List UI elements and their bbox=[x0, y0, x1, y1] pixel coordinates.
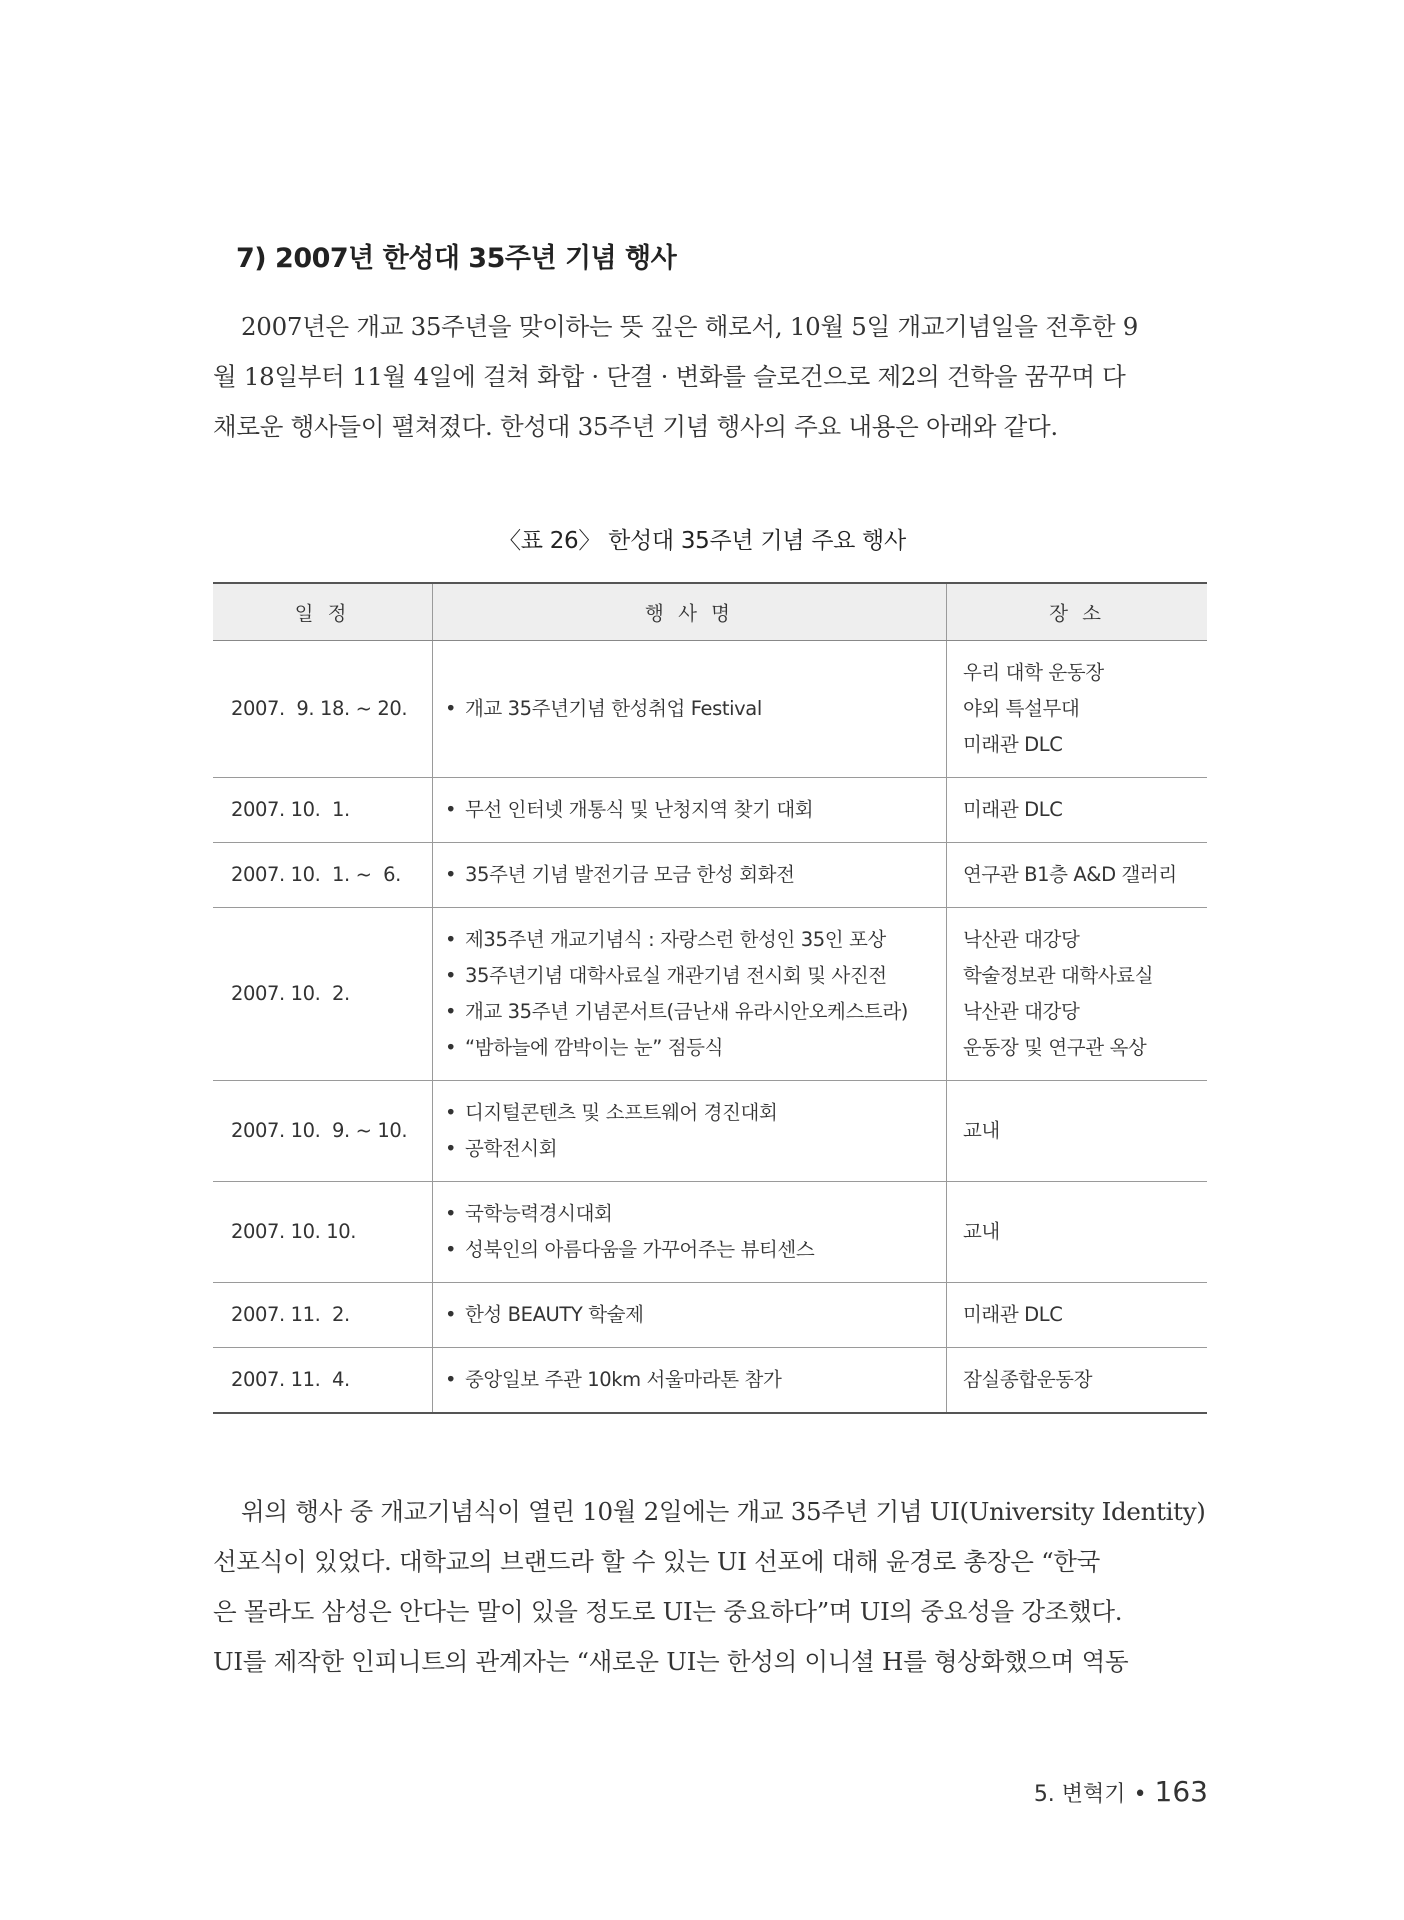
place-item: 연구관 B1층 A&D 갤러리 bbox=[963, 863, 1177, 886]
event-places bbox=[947, 1283, 1208, 1348]
events-table bbox=[213, 582, 1207, 1414]
event-names bbox=[433, 778, 947, 843]
event-date: 2007. 10. 1. bbox=[213, 778, 433, 843]
place-item: 잠실종합운동장 bbox=[963, 1368, 1093, 1391]
event-places bbox=[947, 778, 1208, 843]
event-places bbox=[947, 641, 1208, 778]
place-item: 교내 bbox=[963, 1220, 1000, 1243]
intro-line: 2007년은 개교 35주년을 맞이하는 뜻 깊은 해로서, 10월 5일 개교기념일을 전후한 9 bbox=[241, 312, 1139, 341]
event-names bbox=[433, 908, 947, 1081]
event-item: • 제35주년 개교기념식 : 자랑스런 한성인 35인 포상 bbox=[445, 922, 945, 958]
event-date: 2007. 9. 18. ~ 20. bbox=[213, 641, 433, 778]
table-row bbox=[213, 843, 1207, 908]
place-item: 우리 대학 운동장 bbox=[963, 661, 1104, 684]
place-item: 미래관 DLC bbox=[963, 798, 1063, 821]
header-date: 일 정 bbox=[213, 583, 433, 641]
event-places bbox=[947, 1348, 1208, 1414]
event-names bbox=[433, 641, 947, 778]
event-date: 2007. 10. 9. ~ 10. bbox=[213, 1081, 433, 1182]
place-item: 낙산관 대강당 bbox=[963, 1000, 1080, 1023]
event-names bbox=[433, 1283, 947, 1348]
event-date: 2007. 11. 4. bbox=[213, 1348, 433, 1414]
closing-line: UI를 제작한 인피니트의 관계자는 “새로운 UI는 한성의 이니셜 H를 형상화했으며 역동 bbox=[213, 1647, 1129, 1676]
event-item: • 성북인의 아름다움을 가꾸어주는 뷰티센스 bbox=[445, 1232, 945, 1268]
page-footer bbox=[1034, 1775, 1208, 1808]
chapter-label: 5. 변혁기 bbox=[1033, 1782, 1126, 1807]
table-row bbox=[213, 1081, 1207, 1182]
event-item: • 무선 인터넷 개통식 및 난청지역 찾기 대회 bbox=[445, 792, 945, 828]
intro-line: 월 18일부터 11월 4일에 걸쳐 화합 · 단결 · 변화를 슬로건으로 제2의 건학을 꿈꾸며 다 bbox=[213, 362, 1126, 391]
header-event-name: 행 사 명 bbox=[433, 583, 947, 641]
event-item: • 국학능력경시대회 bbox=[445, 1196, 945, 1232]
header-place: 장 소 bbox=[947, 583, 1208, 641]
event-item: • 공학전시회 bbox=[445, 1131, 945, 1167]
table-row bbox=[213, 1283, 1207, 1348]
table-header-row bbox=[213, 583, 1207, 641]
place-item: 미래관 DLC bbox=[963, 733, 1063, 756]
closing-line: 은 몰라도 삼성은 안다는 말이 있을 정도로 UI는 중요하다”며 UI의 중요성을 강조했다. bbox=[213, 1597, 1123, 1626]
place-item: 교내 bbox=[963, 1119, 1000, 1142]
event-places bbox=[947, 908, 1208, 1081]
event-date: 2007. 10. 10. bbox=[213, 1182, 433, 1283]
page-number: 163 bbox=[1154, 1775, 1208, 1808]
event-item: • 35주년 기념 발전기금 모금 한성 회화전 bbox=[445, 857, 945, 893]
event-date: 2007. 10. 1. ~ 6. bbox=[213, 843, 433, 908]
event-date: 2007. 10. 2. bbox=[213, 908, 433, 1081]
event-item: • 개교 35주년 기념콘서트(금난새 유라시안오케스트라) bbox=[445, 994, 945, 1030]
event-item: • 개교 35주년기념 한성취업 Festival bbox=[445, 691, 945, 727]
closing-paragraph bbox=[213, 1487, 1207, 1687]
closing-line: 선포식이 있었다. 대학교의 브랜드라 할 수 있는 UI 선포에 대해 윤경로 총장은 “한국 bbox=[213, 1547, 1101, 1576]
table-row bbox=[213, 778, 1207, 843]
event-item: • 한성 BEAUTY 학술제 bbox=[445, 1297, 945, 1333]
event-places bbox=[947, 843, 1208, 908]
event-item: • 중앙일보 주관 10km 서울마라톤 참가 bbox=[445, 1362, 945, 1398]
closing-line: 위의 행사 중 개교기념식이 열린 10월 2일에는 개교 35주년 기념 UI(University Identity) bbox=[241, 1497, 1206, 1526]
place-item: 야외 특설무대 bbox=[963, 697, 1080, 720]
place-item: 미래관 DLC bbox=[963, 1303, 1063, 1326]
place-item: 학술정보관 대학사료실 bbox=[963, 964, 1154, 987]
table-row bbox=[213, 641, 1207, 778]
event-item: • “밤하늘에 깜박이는 눈” 점등식 bbox=[445, 1030, 945, 1066]
event-names bbox=[433, 1182, 947, 1283]
table-caption: 〈표 26〉 한성대 35주년 기념 주요 행사 bbox=[498, 528, 906, 554]
footer-separator: • bbox=[1133, 1782, 1147, 1807]
place-item: 낙산관 대강당 bbox=[963, 928, 1080, 951]
event-item: • 35주년기념 대학사료실 개관기념 전시회 및 사진전 bbox=[445, 958, 945, 994]
event-date: 2007. 11. 2. bbox=[213, 1283, 433, 1348]
event-places bbox=[947, 1182, 1208, 1283]
place-item: 운동장 및 연구관 옥상 bbox=[963, 1036, 1147, 1059]
event-item: • 디지털콘텐츠 및 소프트웨어 경진대회 bbox=[445, 1095, 945, 1131]
event-places bbox=[947, 1081, 1208, 1182]
event-names bbox=[433, 1348, 947, 1414]
section-heading: 7) 2007년 한성대 35주년 기념 행사 bbox=[236, 243, 677, 274]
event-names bbox=[433, 843, 947, 908]
table-row bbox=[213, 1182, 1207, 1283]
event-names bbox=[433, 1081, 947, 1182]
table-row bbox=[213, 1348, 1207, 1414]
intro-paragraph bbox=[213, 302, 1207, 452]
table-row bbox=[213, 908, 1207, 1081]
intro-line: 채로운 행사들이 펼쳐졌다. 한성대 35주년 기념 행사의 주요 내용은 아래와 같다. bbox=[213, 412, 1058, 441]
